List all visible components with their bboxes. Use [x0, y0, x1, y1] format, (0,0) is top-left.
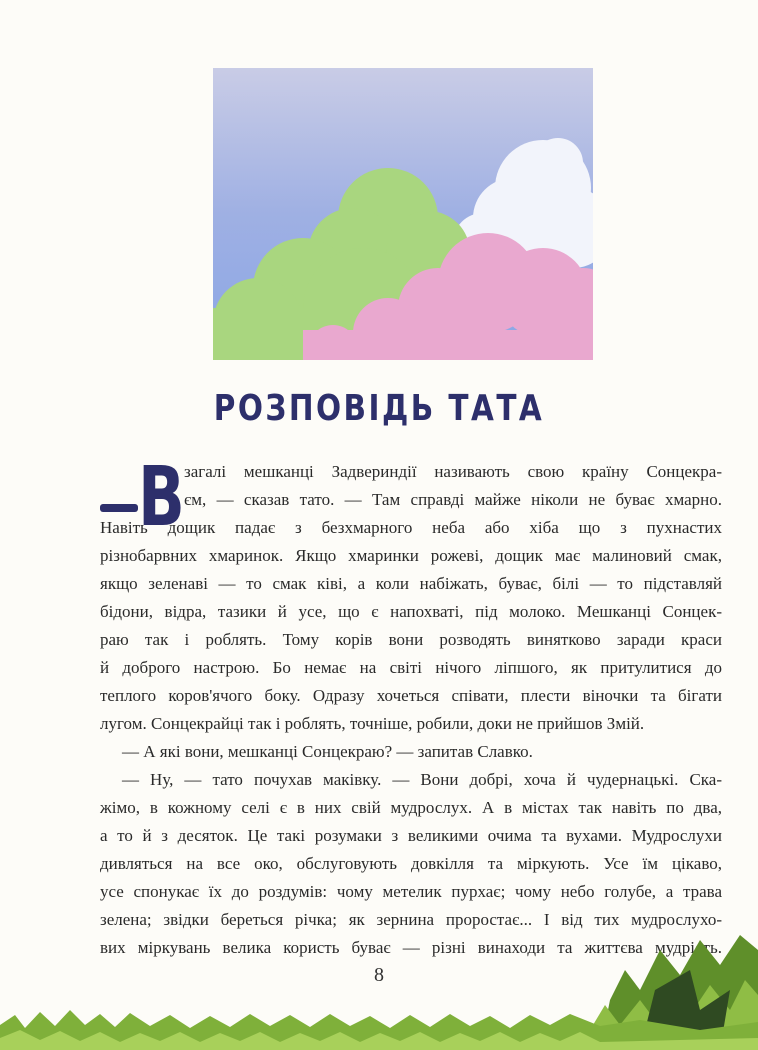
text-line: Навіть дощик падає з безхмарного неба або хіба що з пухнастих: [100, 518, 722, 537]
text-line: якщо зеленаві — то смак ківі, а коли набіжать, буває, білі — то підставляй: [100, 574, 722, 593]
story-text: [100, 458, 722, 962]
text-line: — А які вони, мешканці Сонцекраю? — запитав Славко.: [122, 742, 533, 761]
text-line: усе спонукає їх до роздумів: чому метелик пурхає; чому небо голубе, а трава: [100, 882, 722, 901]
text-line: загалі мешканці Задвериндії називають свою країну Сонцекра-: [184, 462, 722, 481]
page-number: 8: [374, 964, 384, 986]
chapter-title: РОЗПОВІДЬ ТАТА: [213, 388, 545, 429]
text-line: раю так і роблять. Тому корів вони розводять винятково заради краси: [100, 630, 722, 649]
text-line: дивляться на все око, обслуговують довкілля та міркують. Усе їм цікаво,: [100, 854, 722, 873]
text-line: й доброго настрою. Бо немає на світі нічого ліпшого, як притулитися до: [100, 658, 722, 677]
text-line: вих міркувань велика користь буває — різні винаходи та життєва мудрість.: [100, 938, 722, 957]
text-line: а то й з десяток. Це такі розумаки з великими очима та вухами. Мудрослухи: [100, 826, 722, 845]
text-line: зелена; звідки береться річка; як зернина проростає... І від тих мудрослухо-: [100, 910, 722, 929]
text-line: різнобарвних хмаринок. Якщо хмаринки рожеві, дощик має малиновий смак,: [100, 546, 722, 565]
text-line: — Ну, — тато почухав маківку. — Вони добрі, хоча й чудернацькі. Ска-: [122, 770, 722, 789]
text-line: лугом. Сонцекрайці так і роблять, точніше, робили, доки не прийшов Змій.: [100, 714, 645, 733]
text-line: єм, — сказав тато. — Там справді майже ніколи не буває хмарно.: [184, 490, 722, 509]
cloud-illustration: [213, 68, 593, 360]
text-line: теплого коров'ячого боку. Одразу хочеться співати, плести віночки та бігати: [100, 686, 722, 705]
grass-decoration: [0, 930, 758, 1050]
text-line: бідони, відра, тазики й усе, що є напохваті, під молоко. Мешканці Сонцек-: [100, 602, 722, 621]
text-line: жімо, в кожному селі є в них свій мудрослух. А в містах так навіть по два,: [100, 798, 722, 817]
drop-cap-letter: В: [138, 450, 185, 545]
